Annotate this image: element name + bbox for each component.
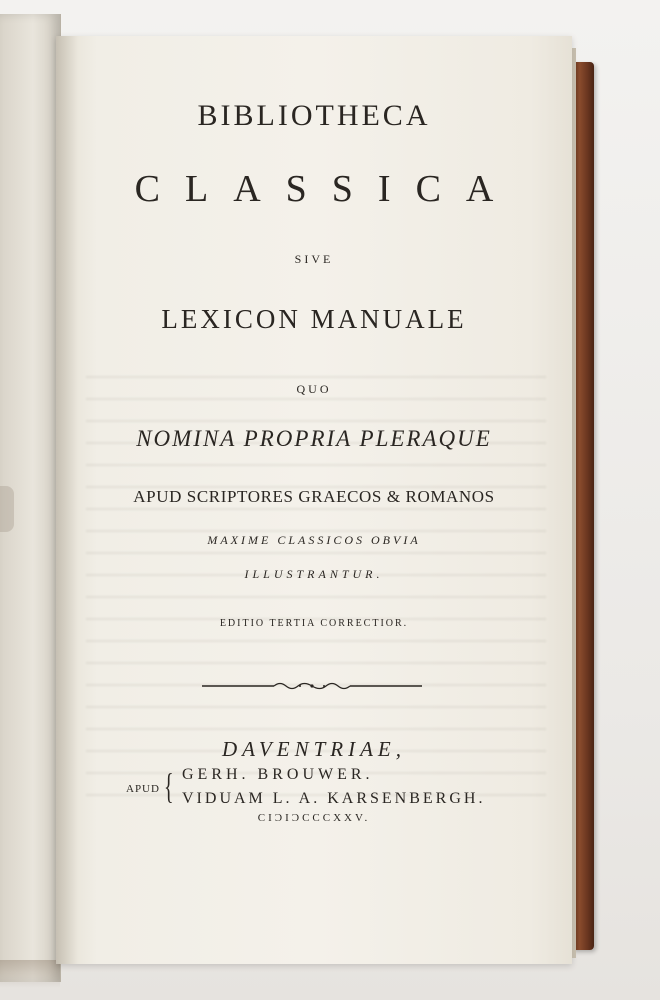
title-line-2: CLASSICA <box>134 168 519 210</box>
quo-label: QUO <box>296 382 332 396</box>
sive-label: SIVE <box>294 252 334 266</box>
imprint-place: DAVENTRIAE, <box>221 737 406 761</box>
publisher-1: GERH. BROUWER. <box>182 766 374 783</box>
title-line-1: BIBLIOTHECA <box>197 99 431 132</box>
publisher-2: VIDUAM L. A. KARSENBERGH. <box>182 790 486 807</box>
title-page <box>56 36 572 964</box>
left-leaf-show-through <box>0 486 14 532</box>
subtitle: LEXICON MANUALE <box>161 304 467 334</box>
edition-statement: EDITIO TERTIA CORRECTIOR. <box>219 618 409 629</box>
maxime-line: MAXIME CLASSICOS OBVIA <box>207 533 421 547</box>
brace-glyph: { <box>164 766 174 806</box>
nomina-line: NOMINA PROPRIA PLERAQUE <box>136 426 492 451</box>
imprint-year: CIƆIƆCCCXXV. <box>257 812 371 824</box>
illustrantur-line: ILLUSTRANTUR. <box>244 567 384 581</box>
apud-label: APUD <box>126 783 160 795</box>
ornamental-rule <box>202 680 422 692</box>
left-leaf-shadow <box>0 960 60 988</box>
apud-scriptores-line: APUD SCRIPTORES GRAECOS & ROMANOS <box>133 487 495 506</box>
